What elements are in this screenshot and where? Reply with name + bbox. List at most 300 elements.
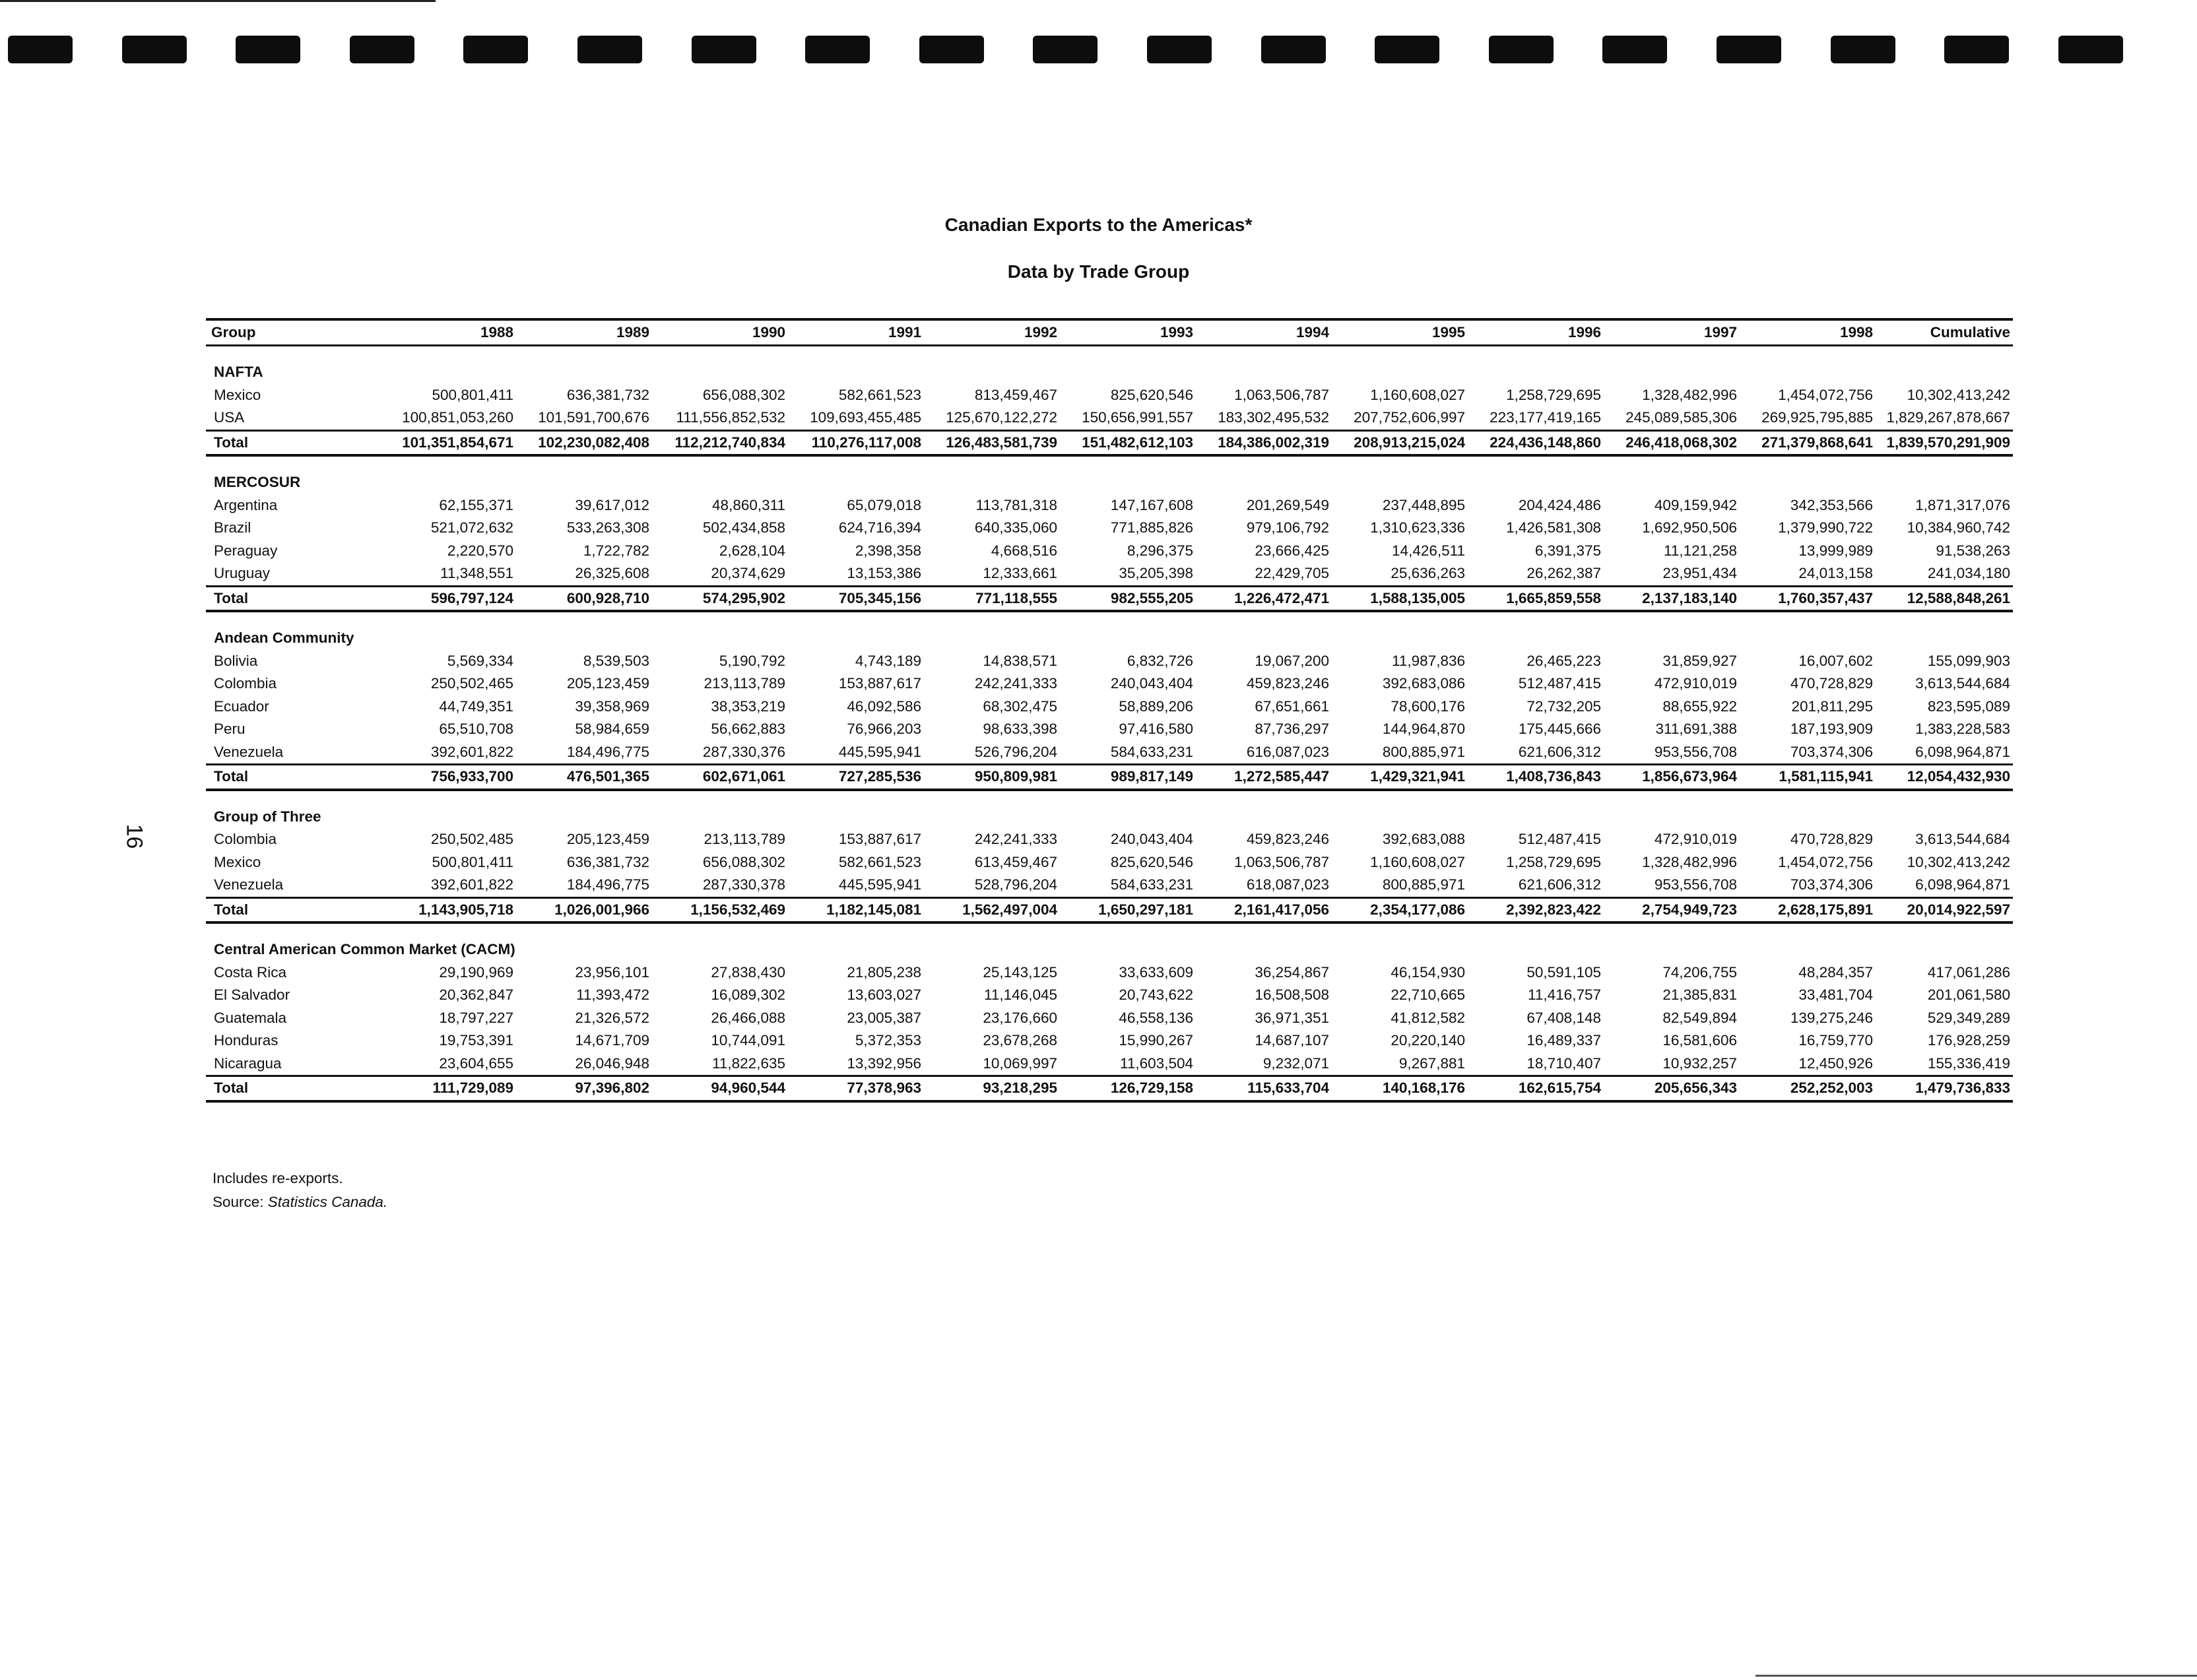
total-value-cell: 1,429,321,941 [1332,765,1468,790]
value-cell: 16,581,606 [1662,1032,1737,1049]
value-cell: 245,089,585,306 [1625,409,1737,426]
value-cell: 26,466,088 [711,1009,785,1026]
value-cell: 392,683,086 [1382,675,1465,692]
value-cell: 584,633,231 [1110,876,1193,893]
total-value-cell: 771,118,555 [924,586,1060,611]
binder-hole [1944,36,2009,63]
value-cell: 4,668,516 [991,542,1057,559]
value-cell: 5,569,334 [447,652,513,669]
group-heading-row [206,455,2013,494]
value-cell: 184,496,775 [566,743,649,760]
value-cell: 13,153,386 [847,565,921,581]
country-name: Peraguay [214,542,278,559]
column-header-1989: 1989 [516,319,652,346]
value-cell: 111,556,852,532 [676,409,785,426]
country-name: Venezuela [214,876,284,893]
total-value-cell: 112,212,740,834 [652,430,788,455]
column-header-1988: 1988 [380,319,516,346]
group-heading-group-of-three: Group of Three [214,808,321,825]
exports-table [206,318,2013,1103]
value-cell: 11,121,258 [1664,542,1737,559]
value-cell: 14,838,571 [983,652,1057,669]
total-value-cell: 2,392,823,422 [1468,897,1604,922]
value-cell: 1,871,317,076 [1915,496,2010,513]
value-cell: 175,445,666 [1518,721,1601,737]
total-value-cell: 1,839,570,291,909 [1876,430,2013,455]
value-cell: 409,159,942 [1654,496,1737,513]
value-cell: 342,353,566 [1790,496,1873,513]
value-cell: 67,408,148 [1526,1009,1601,1026]
value-cell: 10,302,413,242 [1907,853,2010,870]
value-cell: 470,728,829 [1790,675,1873,692]
table-header [206,319,2013,346]
value-cell: 621,606,312 [1518,743,1601,760]
value-cell: 109,693,455,485 [810,409,921,426]
value-cell: 39,358,969 [575,697,649,715]
value-cell: 4,743,189 [855,652,921,669]
binder-hole [692,36,756,63]
value-cell: 9,232,071 [1262,1054,1329,1072]
country-name: Colombia [214,831,277,847]
value-cell: 521,072,632 [430,519,513,536]
country-name: Bolivia [214,652,258,669]
value-cell: 67,651,661 [1255,697,1329,715]
value-cell: 21,385,831 [1662,986,1737,1003]
value-cell: 78,600,176 [1391,697,1465,715]
total-value-cell: 1,479,736,833 [1876,1076,2013,1101]
value-cell: 392,601,822 [430,876,513,893]
value-cell: 472,910,019 [1654,675,1737,692]
table-row [206,851,2013,874]
value-cell: 153,887,617 [838,831,921,847]
value-cell: 979,106,792 [1246,519,1329,536]
value-cell: 25,143,125 [983,963,1057,981]
value-cell: 39,617,012 [575,496,649,513]
value-cell: 27,838,430 [711,963,785,981]
value-cell: 11,348,551 [440,565,513,581]
group-heading-row [206,790,2013,829]
column-header-1990: 1990 [652,319,788,346]
value-cell: 201,269,549 [1246,496,1329,513]
total-value-cell: 205,656,343 [1604,1076,1740,1101]
group-heading-row [206,922,2013,961]
value-cell: 10,932,257 [1662,1054,1737,1072]
total-value-cell: 224,436,148,860 [1468,430,1604,455]
value-cell: 22,429,705 [1255,565,1329,581]
total-value-cell: 596,797,124 [380,586,516,611]
binder-hole [2058,36,2123,63]
page-number: 16 [121,824,147,849]
value-cell: 213,113,789 [704,831,785,847]
value-cell: 12,333,661 [983,565,1057,581]
total-value-cell: 1,272,585,447 [1196,765,1332,790]
value-cell: 205,123,459 [566,675,649,692]
value-cell: 21,326,572 [575,1009,649,1026]
total-value-cell: 950,809,981 [924,765,1060,790]
value-cell: 1,383,228,583 [1915,721,2010,737]
total-value-cell: 110,276,117,008 [788,430,924,455]
binder-hole [1717,36,1781,63]
total-value-cell: 2,754,949,723 [1604,897,1740,922]
value-cell: 65,079,018 [847,496,921,513]
total-value-cell: 151,482,612,103 [1060,430,1196,455]
value-cell: 13,603,027 [847,986,921,1003]
total-label: Total [206,430,380,455]
column-header-cumulative: Cumulative [1876,319,2013,346]
value-cell: 150,656,991,557 [1082,409,1193,426]
table-row [206,828,2013,851]
value-cell: 201,061,580 [1927,986,2010,1003]
value-cell: 459,823,246 [1246,675,1329,692]
value-cell: 6,098,964,871 [1915,743,2010,760]
value-cell: 1,063,506,787 [1234,853,1329,870]
value-cell: 512,487,415 [1518,831,1601,847]
total-value-cell: 252,252,003 [1740,1076,1876,1101]
value-cell: 23,678,268 [983,1032,1057,1049]
binder-hole [122,36,187,63]
table-row [206,384,2013,407]
binder-hole [1261,36,1326,63]
total-value-cell: 476,501,365 [516,765,652,790]
total-value-cell: 20,014,922,597 [1876,897,2013,922]
value-cell: 470,728,829 [1790,831,1873,847]
value-cell: 500,801,411 [432,386,513,403]
page-title: Canadian Exports to the Americas* [944,214,1253,235]
value-cell: 5,372,353 [855,1032,921,1049]
value-cell: 13,392,956 [847,1054,921,1072]
total-value-cell: 2,137,183,140 [1604,586,1740,611]
total-value-cell: 126,729,158 [1060,1076,1196,1101]
value-cell: 91,538,263 [1936,542,2010,559]
value-cell: 35,205,398 [1119,565,1193,581]
value-cell: 11,416,757 [1528,986,1601,1003]
value-cell: 10,384,960,742 [1907,519,2010,536]
value-cell: 125,670,122,272 [946,409,1057,426]
total-value-cell: 602,671,061 [652,765,788,790]
table-row [206,650,2013,673]
value-cell: 25,636,263 [1391,565,1465,581]
value-cell: 14,426,511 [1392,542,1465,559]
value-cell: 825,620,546 [1110,386,1193,403]
value-cell: 813,459,467 [974,386,1057,403]
table-row [206,718,2013,741]
value-cell: 23,604,655 [439,1054,513,1072]
value-cell: 1,258,729,695 [1506,853,1601,870]
value-cell: 392,683,088 [1382,831,1465,847]
value-cell: 13,999,989 [1798,542,1873,559]
binder-hole [1033,36,1098,63]
value-cell: 240,043,404 [1110,831,1193,847]
column-header-1997: 1997 [1604,319,1740,346]
value-cell: 2,220,570 [447,542,513,559]
total-value-cell: 574,295,902 [652,586,788,611]
group-heading-andean-community: Andean Community [214,630,354,646]
total-value-cell: 126,483,581,739 [924,430,1060,455]
value-cell: 703,374,306 [1790,743,1873,760]
value-cell: 24,013,158 [1798,565,1873,581]
value-cell: 11,822,635 [712,1054,785,1072]
total-label: Total [206,586,380,611]
table-row [206,406,2013,430]
value-cell: 147,167,608 [1110,496,1193,513]
footnotes [213,1167,387,1214]
table-row [206,1029,2013,1052]
table-row [206,874,2013,897]
value-cell: 155,099,903 [1927,652,2010,669]
value-cell: 1,310,623,336 [1370,519,1465,536]
value-cell: 582,661,523 [838,386,921,403]
value-cell: 1,426,581,308 [1506,519,1601,536]
country-name: Ecuador [214,697,269,715]
value-cell: 205,123,459 [566,831,649,847]
value-cell: 87,736,297 [1255,721,1329,737]
value-cell: 250,502,485 [430,831,513,847]
value-cell: 582,661,523 [838,853,921,870]
total-value-cell: 982,555,205 [1060,586,1196,611]
group-heading-row [206,611,2013,650]
value-cell: 68,302,475 [983,697,1057,715]
value-cell: 88,655,922 [1662,697,1737,715]
country-name: Peru [214,721,246,737]
total-value-cell: 140,168,176 [1332,1076,1468,1101]
total-value-cell: 208,913,215,024 [1332,430,1468,455]
value-cell: 153,887,617 [838,675,921,692]
value-cell: 11,603,504 [1120,1054,1193,1072]
total-value-cell: 94,960,544 [652,1076,788,1101]
column-header-1995: 1995 [1332,319,1468,346]
table-body [206,346,2013,1101]
column-header-1992: 1992 [924,319,1060,346]
value-cell: 204,424,486 [1518,496,1601,513]
total-value-cell: 162,615,754 [1468,1076,1604,1101]
value-cell: 10,069,997 [983,1054,1057,1072]
value-cell: 97,416,580 [1119,721,1193,737]
value-cell: 20,220,140 [1391,1032,1465,1049]
value-cell: 800,885,971 [1382,743,1465,760]
value-cell: 241,034,180 [1927,565,2010,581]
total-value-cell: 1,650,297,181 [1060,897,1196,922]
value-cell: 1,160,608,027 [1370,853,1465,870]
value-cell: 44,749,351 [439,697,513,715]
bottom-edge-rule [1755,1675,2197,1677]
total-row [206,897,2013,922]
country-name: Guatemala [214,1009,287,1026]
value-cell: 624,716,394 [838,519,921,536]
total-value-cell: 1,143,905,718 [380,897,516,922]
exports-table-container [206,318,2013,1103]
value-cell: 445,595,941 [838,743,921,760]
total-value-cell: 102,230,082,408 [516,430,652,455]
value-cell: 21,805,238 [847,963,921,981]
value-cell: 250,502,465 [430,675,513,692]
total-value-cell: 115,633,704 [1196,1076,1332,1101]
country-name: Colombia [214,675,277,692]
table-row [206,540,2013,563]
binder-hole [1602,36,1667,63]
country-name: Mexico [214,853,261,870]
country-name: Argentina [214,496,278,513]
value-cell: 825,620,546 [1110,853,1193,870]
value-cell: 33,481,704 [1798,986,1873,1003]
value-cell: 6,832,726 [1127,652,1193,669]
table-row [206,695,2013,719]
table-row [206,984,2013,1007]
binder-hole [919,36,984,63]
total-value-cell: 989,817,149 [1060,765,1196,790]
value-cell: 11,987,836 [1392,652,1465,669]
value-cell: 18,710,407 [1526,1054,1601,1072]
value-cell: 533,263,308 [566,519,649,536]
source-name: Statistics Canada. [267,1194,388,1210]
total-value-cell: 2,161,417,056 [1196,897,1332,922]
value-cell: 65,510,708 [439,721,513,737]
value-cell: 287,330,376 [702,743,785,760]
total-value-cell: 1,026,001,966 [516,897,652,922]
footnote-reexports: Includes re-exports. [213,1170,343,1186]
value-cell: 953,556,708 [1654,876,1737,893]
value-cell: 2,398,358 [855,542,921,559]
total-row [206,430,2013,455]
value-cell: 58,889,206 [1119,697,1193,715]
value-cell: 823,595,089 [1927,697,2010,715]
value-cell: 201,811,295 [1791,697,1873,715]
total-value-cell: 93,218,295 [924,1076,1060,1101]
value-cell: 36,254,867 [1255,963,1329,981]
value-cell: 9,267,881 [1398,1054,1465,1072]
total-value-cell: 1,562,497,004 [924,897,1060,922]
binder-hole [8,36,73,63]
table-row [206,1052,2013,1076]
value-cell: 31,859,927 [1662,652,1737,669]
total-value-cell: 2,354,177,086 [1332,897,1468,922]
total-value-cell: 1,856,673,964 [1604,765,1740,790]
value-cell: 640,335,060 [974,519,1057,536]
value-cell: 48,860,311 [712,496,785,513]
value-cell: 621,606,312 [1518,876,1601,893]
value-cell: 23,005,387 [847,1009,921,1026]
total-value-cell: 727,285,536 [788,765,924,790]
group-heading-central-american-common-market-cacm: Central American Common Market (CACM) [214,941,515,957]
value-cell: 242,241,333 [974,831,1057,847]
total-value-cell: 184,386,002,319 [1196,430,1332,455]
value-cell: 459,823,246 [1246,831,1329,847]
value-cell: 183,302,495,532 [1218,409,1329,426]
value-cell: 20,374,629 [711,565,785,581]
value-cell: 417,061,286 [1927,963,2010,981]
total-row [206,765,2013,790]
total-value-cell: 1,665,859,558 [1468,586,1604,611]
total-value-cell: 111,729,089 [380,1076,516,1101]
value-cell: 74,206,755 [1662,963,1737,981]
value-cell: 33,633,609 [1119,963,1193,981]
value-cell: 269,925,795,885 [1761,409,1873,426]
binder-hole [236,36,300,63]
value-cell: 1,722,782 [583,542,649,559]
value-cell: 500,801,411 [432,853,513,870]
total-value-cell: 77,378,963 [788,1076,924,1101]
value-cell: 223,177,419,165 [1490,409,1601,426]
value-cell: 14,671,709 [575,1032,649,1049]
value-cell: 512,487,415 [1518,675,1601,692]
value-cell: 636,381,732 [566,853,649,870]
value-cell: 101,591,700,676 [538,409,649,426]
value-cell: 26,465,223 [1526,652,1601,669]
value-cell: 38,353,219 [711,697,785,715]
value-cell: 472,910,019 [1654,831,1737,847]
table-row [206,741,2013,765]
value-cell: 953,556,708 [1654,743,1737,760]
value-cell: 26,046,948 [575,1054,649,1072]
column-header-1991: 1991 [788,319,924,346]
table-row [206,672,2013,695]
table-row [206,1007,2013,1030]
value-cell: 1,692,950,506 [1642,519,1737,536]
table-row [206,562,2013,586]
column-header-1998: 1998 [1740,319,1876,346]
value-cell: 1,160,608,027 [1370,386,1465,403]
country-name: Nicaragua [214,1054,282,1072]
value-cell: 242,241,333 [974,675,1057,692]
value-cell: 1,328,482,996 [1642,853,1737,870]
value-cell: 11,146,045 [984,986,1057,1003]
value-cell: 2,628,104 [719,542,785,559]
header-row [206,319,2013,346]
value-cell: 1,258,729,695 [1506,386,1601,403]
binder-hole [1147,36,1212,63]
total-value-cell: 1,588,135,005 [1332,586,1468,611]
value-cell: 41,812,582 [1391,1009,1465,1026]
value-cell: 62,155,371 [439,496,513,513]
total-row [206,586,2013,611]
total-value-cell: 2,628,175,891 [1740,897,1876,922]
value-cell: 139,275,246 [1790,1009,1873,1026]
value-cell: 187,193,909 [1790,721,1873,737]
value-cell: 16,489,337 [1526,1032,1601,1049]
group-heading-mercosur: MERCOSUR [214,474,301,490]
value-cell: 800,885,971 [1382,876,1465,893]
value-cell: 616,087,023 [1246,743,1329,760]
column-header-1996: 1996 [1468,319,1604,346]
binder-hole [1489,36,1554,63]
value-cell: 26,262,387 [1526,565,1601,581]
total-value-cell: 1,760,357,437 [1740,586,1876,611]
total-value-cell: 705,345,156 [788,586,924,611]
value-cell: 19,753,391 [439,1032,513,1049]
value-cell: 6,098,964,871 [1915,876,2010,893]
binder-hole [577,36,642,63]
value-cell: 613,459,467 [974,853,1057,870]
total-value-cell: 271,379,868,641 [1740,430,1876,455]
total-value-cell: 12,588,848,261 [1876,586,2013,611]
country-name: Venezuela [214,743,284,760]
total-value-cell: 1,182,145,081 [788,897,924,922]
country-name: Costa Rica [214,963,287,981]
value-cell: 8,296,375 [1127,542,1193,559]
value-cell: 5,190,792 [719,652,785,669]
binder-hole [1831,36,1895,63]
country-name: El Salvador [214,986,290,1003]
total-value-cell: 1,581,115,941 [1740,765,1876,790]
value-cell: 16,007,602 [1798,652,1873,669]
value-cell: 56,662,883 [711,721,785,737]
value-cell: 48,284,357 [1798,963,1873,981]
binder-hole [350,36,414,63]
value-cell: 98,633,398 [983,721,1057,737]
column-header-1994: 1994 [1196,319,1332,346]
total-value-cell: 101,351,854,671 [380,430,516,455]
value-cell: 1,829,267,878,667 [1886,409,2010,426]
value-cell: 46,154,930 [1391,963,1465,981]
